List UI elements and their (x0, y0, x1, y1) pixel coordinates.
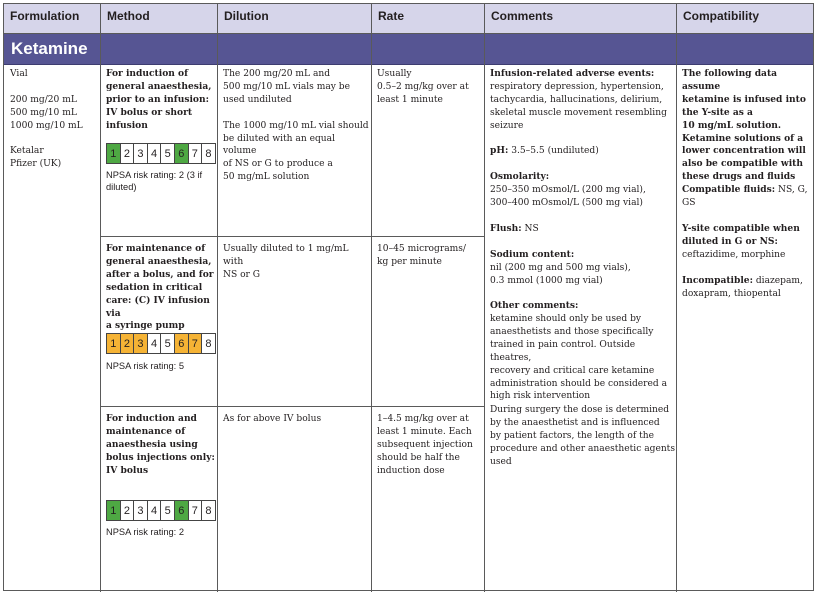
incompatible-title: Incompatible: (682, 275, 753, 286)
compatible-fluids-title: Compatible fluids: (682, 184, 776, 195)
sodium-title: Sodium content: (490, 249, 575, 260)
risk-box: 7 (188, 333, 203, 354)
formulation-text: Vial 200 mg/20 mL 500 mg/10 mL 1000 mg/10 mL Ketalar Pfizer (UK) (10, 69, 83, 170)
incompatible-value: diazepam, doxapram, thiopental (682, 276, 803, 299)
ph-label: pH: (490, 145, 509, 156)
risk-box: 8 (201, 333, 216, 354)
osmolarity-title: Osmolarity: (490, 171, 550, 182)
rate-maintenance: 10–45 micrograms/ kg per minute (377, 244, 466, 267)
npsa-risk-rating: NPSA risk rating: 2 (3 if diluted) (106, 170, 203, 192)
header-compatibility: Compatibility (683, 9, 760, 23)
method-induction: For induction of general anaesthesia, prior to an infusion: IV bolus or short infusion (106, 68, 212, 131)
adverse-events-title: Infusion-related adverse events: (490, 68, 655, 79)
risk-box: 4 (147, 143, 162, 164)
flush-value: NS (524, 224, 539, 234)
npsa-risk-scale (106, 333, 215, 354)
risk-box: 7 (188, 143, 203, 164)
header-method: Method (107, 9, 150, 23)
table-header (4, 4, 813, 34)
dilution-bolus: As for above IV bolus (223, 414, 322, 424)
risk-box: 2 (120, 333, 135, 354)
compatible-fluids-value: NS, G, GS (682, 185, 808, 208)
risk-box: 4 (147, 500, 162, 521)
risk-box: 2 (120, 143, 135, 164)
surgery-dose-text: During surgery the dose is determined by the anaesthetist and is influenced by patient factors, the length of the procedure and other anaesthetic agents used (490, 405, 676, 467)
dilution-induction: The 200 mg/20 mL and 500 mg/10 mL vials may be used undiluted The 1000 mg/10 mL vial should be diluted with an equal volume of NS or G to produce a 50 mg/mL solution (223, 69, 369, 183)
ysite-value: ceftazidime, morphine (682, 250, 786, 260)
method-maintenance: For maintenance of general anaesthesia, after a bolus, and for sedation in critical care: (C) IV infusion via a syringe pump (106, 243, 214, 332)
ph-value: 3.5–5.5 (undiluted) (511, 146, 599, 156)
column-divider (676, 4, 677, 592)
column-divider (217, 4, 218, 592)
flush-line (490, 223, 675, 236)
npsa-risk-rating: NPSA risk rating: 5 (106, 361, 185, 371)
risk-box: 3 (133, 143, 148, 164)
flush-label: Flush: (490, 223, 522, 234)
column-divider (371, 4, 372, 592)
header-comments: Comments (491, 9, 554, 23)
risk-box: 5 (160, 500, 175, 521)
rate-bolus: 1–4.5 mg/kg over at least 1 minute. Each subsequent injection should be half the induction dose (377, 414, 473, 476)
risk-box: 1 (106, 500, 121, 521)
adverse-events-text: respiratory depression, hypertension, tachycardia, hallucinations, delirium, skeletal muscle movement resembling seizure (490, 82, 667, 131)
compatible-fluids (682, 184, 812, 210)
risk-box: 6 (174, 143, 189, 164)
risk-box: 5 (160, 143, 175, 164)
risk-box: 1 (106, 143, 121, 164)
risk-box: 2 (120, 500, 135, 521)
other-comments-title: Other comments: (490, 300, 579, 311)
rate-induction: Usually 0.5–2 mg/kg over at least 1 minute (377, 69, 469, 105)
risk-box: 5 (160, 333, 175, 354)
other-comments-text: ketamine should only be used by anaesthetists and those specifically trained in pain control. Outside theatres, recovery and critical care ketamine administration should be considered a high risk intervention (490, 314, 668, 402)
risk-box: 8 (201, 143, 216, 164)
row-divider (100, 236, 485, 237)
column-divider (100, 4, 101, 592)
ph-line (490, 145, 675, 158)
header-formulation: Formulation (10, 9, 80, 23)
header-dilution: Dilution (224, 9, 269, 23)
npsa-risk-scale (106, 143, 215, 164)
npsa-risk-rating: NPSA risk rating: 2 (106, 527, 185, 537)
npsa-risk-scale (106, 500, 215, 521)
incompatible (682, 275, 812, 301)
drug-monograph-table (3, 3, 814, 591)
ysite-title: Y-site compatible when diluted in G or NS: (682, 223, 800, 247)
risk-box: 3 (133, 500, 148, 521)
header-rate: Rate (378, 9, 405, 23)
risk-box: 3 (133, 333, 148, 354)
risk-box: 6 (174, 500, 189, 521)
risk-box: 4 (147, 333, 162, 354)
risk-box: 1 (106, 333, 121, 354)
column-divider (484, 4, 485, 592)
row-divider (100, 406, 485, 407)
sodium-text: nil (200 mg and 500 mg vials), 0.3 mmol (1000 mg vial) (490, 263, 631, 286)
risk-box: 6 (174, 333, 189, 354)
method-bolus: For induction and maintenance of anaesthesia using bolus injections only: IV bolus (106, 413, 215, 476)
drug-name-bar (4, 34, 813, 65)
risk-box: 8 (201, 500, 216, 521)
compatibility-intro: The following data assume ketamine is infused into the Y-site as a 10 mg/mL solution. Ketamine solutions of a lower concentration will also be compatible with these drugs and fluids (682, 68, 806, 183)
dilution-maintenance: Usually diluted to 1 mg/mL with NS or G (223, 244, 349, 280)
osmolarity-text: 250–350 mOsmol/L (200 mg vial), 300–400 mOsmol/L (500 mg vial) (490, 185, 646, 208)
drug-name: Ketamine (11, 39, 88, 58)
risk-box: 7 (188, 500, 203, 521)
